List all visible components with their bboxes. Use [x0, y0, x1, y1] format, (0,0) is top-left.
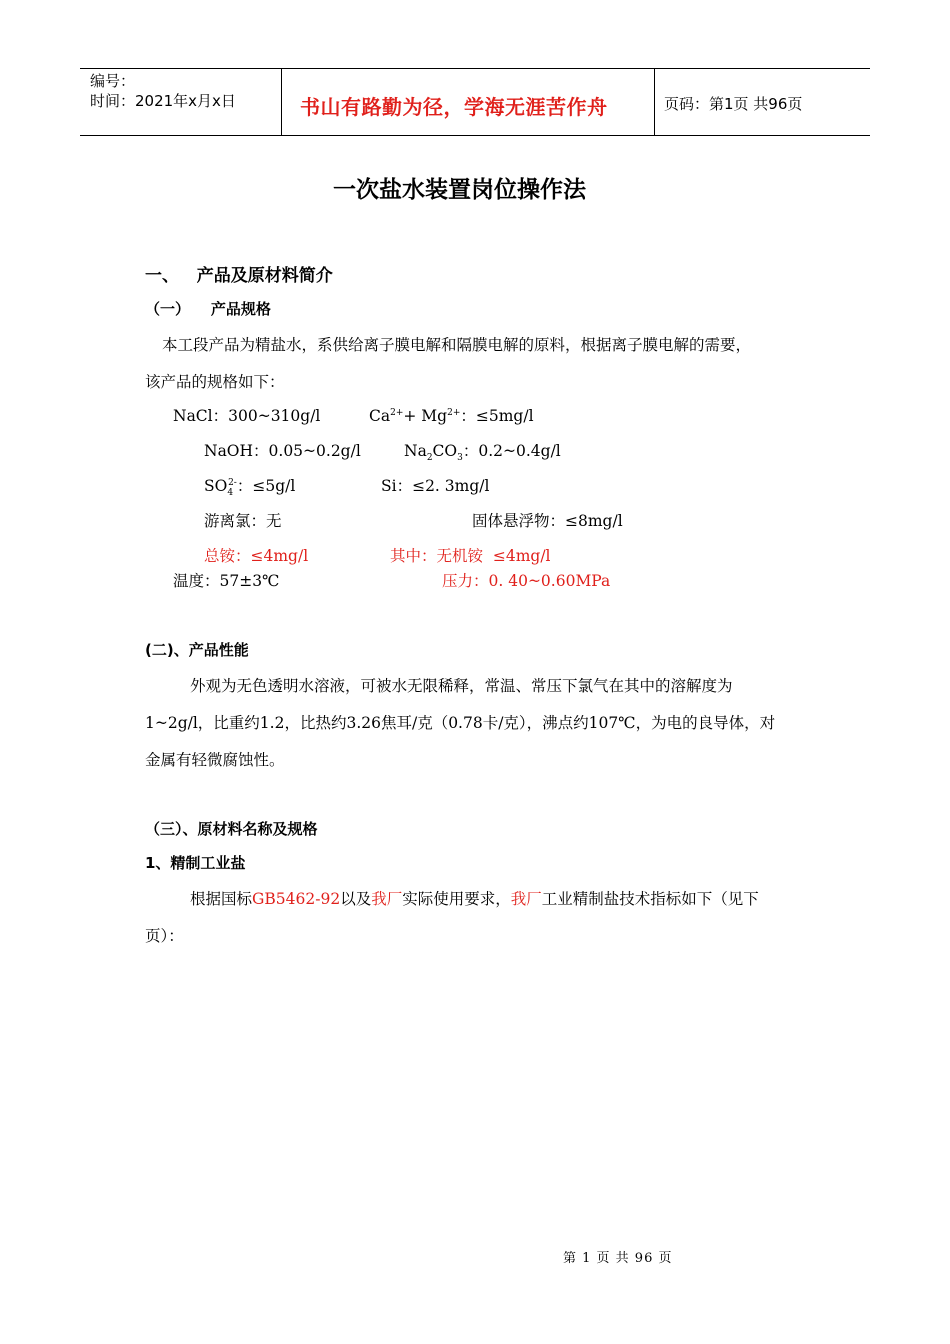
- sub1-paragraph-line2: 该产品的规格如下：: [145, 373, 285, 391]
- spec-nacl: NaCl：300~310g/l: [173, 407, 321, 425]
- spec-co-base: CO: [432, 442, 458, 460]
- spec-mg-base: + Mg: [403, 407, 448, 425]
- spec-so-sub: 4: [227, 488, 234, 499]
- spec-naoh: NaOH：0.05~0.2g/l: [204, 442, 361, 460]
- spec-na-base: Na: [404, 442, 427, 460]
- header-page-label: 页码：第1页 共96页: [664, 95, 803, 113]
- spec-mg-sup: 2+: [447, 407, 461, 418]
- item1-paragraph-line2: 页）：: [145, 927, 184, 945]
- header-time-label: 时间：2021年x月x日: [90, 92, 236, 110]
- header-divider-right: [654, 68, 655, 136]
- spec-na2co3: [404, 439, 561, 464]
- sub2-heading: (二)、产品性能: [145, 641, 249, 659]
- item1-text-1: 根据国标: [190, 890, 253, 908]
- item1-our-factory-1: 我厂: [371, 890, 403, 908]
- sub1-paragraph-line1: 本工段产品为精盐水，系供给离子膜电解和隔膜电解的原料，根据离子膜电解的需要，: [162, 336, 752, 354]
- item1-text-3: 以及: [340, 890, 372, 908]
- header-bottom-rule: [80, 135, 870, 136]
- page-footer: 第 1 页 共 96 页: [563, 1251, 673, 1266]
- sub2-paragraph-line2: 1~2g/l，比重约1.2，比热约3.26焦耳/克（0.78卡/克），沸点约107℃，为电的良导体，对: [145, 714, 776, 732]
- spec-na2co3-value: ：0.2~0.4g/l: [462, 442, 561, 460]
- item1-paragraph-line1: [190, 887, 759, 909]
- spec-temperature: 温度：57±3℃: [173, 572, 280, 590]
- spec-so4-value: ：≤5g/l: [236, 477, 296, 495]
- header-number-label: 编号：: [90, 72, 136, 90]
- spec-co-sub: 3: [457, 453, 463, 464]
- header-top-rule: [80, 68, 870, 69]
- spec-ca-mg: [369, 404, 534, 426]
- sub3-heading: （三）、原材料名称及规格: [145, 820, 318, 838]
- spec-na-sub: 2: [426, 453, 433, 464]
- item1-text-7: 工业精制盐技术指标如下（见下: [541, 890, 759, 908]
- item1-heading: 1、精制工业盐: [145, 854, 246, 872]
- spec-free-chlorine: 游离氯：无: [204, 512, 282, 530]
- sub1-heading: （一） 产品规格: [145, 300, 271, 318]
- item1-text-5: 实际使用要求，: [402, 890, 511, 908]
- header-divider-left: [281, 68, 282, 136]
- spec-pressure: 压力：0. 40~0.60MPa: [442, 572, 611, 590]
- item1-our-factory-2: 我厂: [510, 890, 542, 908]
- item1-standard-code: GB5462-92: [252, 890, 341, 908]
- spec-so-sup: 2-: [228, 477, 237, 488]
- spec-total-ammonia: 总铵：≤4mg/l: [204, 547, 309, 565]
- spec-ca-mg-value: ：≤5mg/l: [460, 407, 534, 425]
- sub2-paragraph-line3: 金属有轻微腐蚀性。: [145, 751, 285, 769]
- header-motto: 书山有路勤为径，学海无涯苦作舟: [300, 95, 608, 119]
- spec-ca-sup: 2+: [390, 407, 404, 418]
- spec-so-base: SO: [204, 477, 228, 495]
- spec-so4: [204, 474, 296, 499]
- spec-inorganic-ammonia: 其中：无机铵 ≤4mg/l: [390, 547, 551, 565]
- section1-heading: 一、 产品及原材料简介: [145, 266, 333, 286]
- spec-suspended-solids: 固体悬浮物：≤8mg/l: [472, 512, 623, 530]
- spec-ca-base: Ca: [369, 407, 391, 425]
- document-title: 一次盐水装置岗位操作法: [333, 177, 586, 203]
- spec-si: Si：≤2. 3mg/l: [381, 477, 490, 495]
- sub2-paragraph-line1: 外观为无色透明水溶液，可被水无限稀释，常温、常压下氯气在其中的溶解度为: [190, 677, 733, 695]
